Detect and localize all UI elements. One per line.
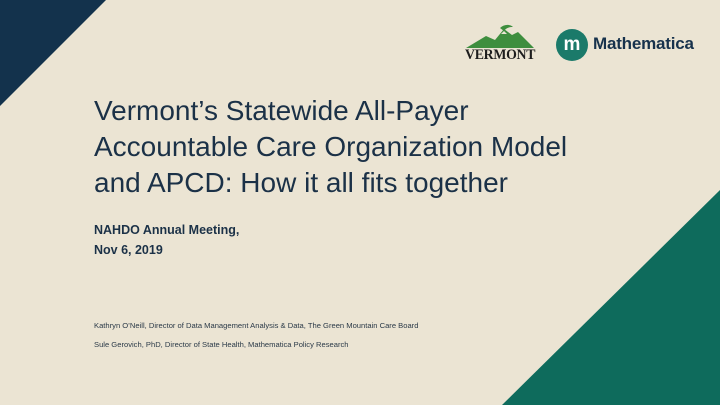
mountain-logo-icon (462, 22, 538, 50)
mathematica-logo (556, 29, 706, 63)
title-line: and APCD: How it all fits together (94, 167, 508, 198)
author-line: Kathryn O’Neill, Director of Data Management Analysis & Data, The Green Mountain Care Board (94, 321, 419, 330)
vermont-logo (462, 22, 538, 64)
mathematica-wordmark: Mathematica (593, 34, 694, 53)
event-info (94, 220, 239, 260)
author-line: Sule Gerovich, PhD, Director of State Health, Mathematica Policy Research (94, 340, 349, 349)
event-date: Nov 6, 2019 (94, 243, 163, 257)
vermont-wordmark: VERMONT (465, 47, 536, 63)
title-line: Accountable Care Organization Model (94, 131, 568, 162)
mathematica-logo-icon: m (556, 29, 588, 61)
slide-title (94, 93, 674, 201)
title-line: Vermont’s Statewide All-Payer (94, 95, 469, 126)
event-name: NAHDO Annual Meeting, (94, 223, 240, 237)
